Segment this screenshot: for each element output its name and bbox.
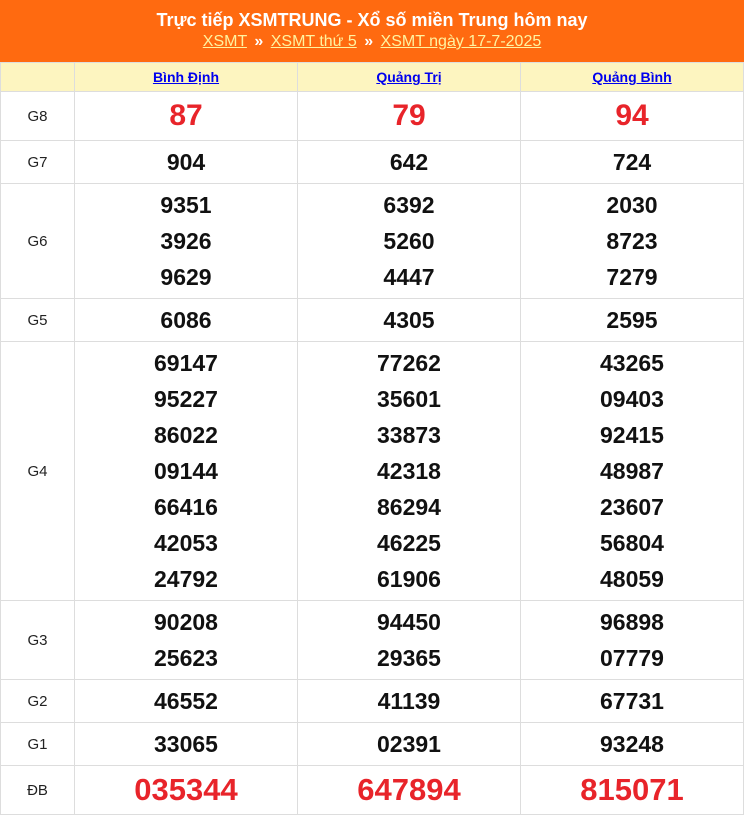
prize-cell xyxy=(521,141,744,184)
prize-cell xyxy=(298,299,521,342)
prize-number: 25623 xyxy=(154,645,218,671)
prize-cell xyxy=(298,680,521,723)
prize-number: 9629 xyxy=(160,264,212,290)
prize-number: 8723 xyxy=(606,228,658,254)
prize-cell xyxy=(521,601,744,680)
prize-number: 2595 xyxy=(606,307,658,333)
prize-cell xyxy=(521,766,744,815)
prize-number: 56804 xyxy=(600,530,664,556)
prize-row-g6 xyxy=(1,184,744,299)
prize-cell xyxy=(298,601,521,680)
province-header-row xyxy=(1,63,744,92)
prize-cell xyxy=(521,723,744,766)
prize-cell xyxy=(521,299,744,342)
prize-number: 94450 xyxy=(377,609,441,635)
prize-number: 4447 xyxy=(383,264,435,290)
prize-number: 48059 xyxy=(600,566,664,592)
prize-number: 642 xyxy=(389,149,429,175)
prize-number: 09403 xyxy=(600,386,664,412)
prize-label: G2 xyxy=(1,680,75,723)
prize-cell xyxy=(521,184,744,299)
prize-row-g3 xyxy=(1,601,744,680)
prize-number: 79 xyxy=(392,99,426,132)
prize-cell xyxy=(75,92,298,141)
prize-number: 24792 xyxy=(154,566,218,592)
province-link-quang-binh[interactable]: Quảng Bình xyxy=(592,69,672,85)
province-header-3 xyxy=(521,63,744,92)
breadcrumb-link-xsmt[interactable]: XSMT xyxy=(202,33,247,50)
prize-number: 92415 xyxy=(600,422,664,448)
prize-label: G1 xyxy=(1,723,75,766)
prize-cell xyxy=(75,766,298,815)
prize-number: 29365 xyxy=(377,645,441,671)
prize-number: 46225 xyxy=(377,530,441,556)
prize-number: 41139 xyxy=(377,688,441,714)
prize-number: 95227 xyxy=(154,386,218,412)
prize-body xyxy=(1,92,744,815)
prize-row-g4 xyxy=(1,342,744,601)
prize-label: G3 xyxy=(1,601,75,680)
prize-row-g8 xyxy=(1,92,744,141)
prize-cell xyxy=(298,184,521,299)
prize-row-đb xyxy=(1,766,744,815)
breadcrumb xyxy=(0,32,744,52)
prize-cell xyxy=(298,92,521,141)
province-header-2 xyxy=(298,63,521,92)
prize-cell xyxy=(521,92,744,141)
prize-number: 35601 xyxy=(377,386,441,412)
prize-number: 2030 xyxy=(606,192,658,218)
province-link-quang-tri[interactable]: Quảng Trị xyxy=(376,69,442,85)
prize-cell xyxy=(75,342,298,601)
prize-number: 3926 xyxy=(160,228,212,254)
page-title: Trực tiếp XSMTRUNG - Xổ số miền Trung hôm nay xyxy=(156,10,588,30)
prize-label: ĐB xyxy=(1,766,75,815)
prize-number: 07779 xyxy=(600,645,664,671)
prize-label: G6 xyxy=(1,184,75,299)
prize-cell xyxy=(75,141,298,184)
prize-number: 647894 xyxy=(357,772,461,807)
prize-number: 43265 xyxy=(600,350,664,376)
breadcrumb-separator: » xyxy=(254,33,264,50)
prize-number: 7279 xyxy=(606,264,658,290)
prize-number: 94 xyxy=(615,99,649,132)
prize-number: 09144 xyxy=(154,458,218,484)
results-table xyxy=(0,62,744,815)
prize-number: 02391 xyxy=(377,731,441,757)
prize-number: 93248 xyxy=(600,731,664,757)
prize-number: 5260 xyxy=(383,228,435,254)
prize-number: 42318 xyxy=(377,458,441,484)
breadcrumb-link-weekday[interactable]: XSMT thứ 5 xyxy=(270,33,357,50)
breadcrumb-link-date[interactable]: XSMT ngày 17-7-2025 xyxy=(380,33,542,50)
prize-row-g2 xyxy=(1,680,744,723)
prize-number: 96898 xyxy=(600,609,664,635)
prize-number: 035344 xyxy=(134,772,238,807)
prize-number: 69147 xyxy=(154,350,218,376)
prize-label: G5 xyxy=(1,299,75,342)
prize-cell xyxy=(75,601,298,680)
prize-number: 815071 xyxy=(580,772,684,807)
prize-number: 86294 xyxy=(377,494,441,520)
prize-number: 46552 xyxy=(154,688,218,714)
prize-row-g1 xyxy=(1,723,744,766)
prize-number: 9351 xyxy=(160,192,212,218)
prize-number: 67731 xyxy=(600,688,664,714)
prize-row-g5 xyxy=(1,299,744,342)
prize-number: 66416 xyxy=(154,494,218,520)
prize-row-g7 xyxy=(1,141,744,184)
prize-cell xyxy=(75,723,298,766)
prize-number: 6392 xyxy=(383,192,435,218)
corner-cell xyxy=(1,63,75,92)
prize-cell xyxy=(298,141,521,184)
prize-number: 87 xyxy=(169,99,203,132)
prize-cell xyxy=(521,680,744,723)
prize-cell xyxy=(298,766,521,815)
prize-number: 90208 xyxy=(154,609,218,635)
prize-number: 23607 xyxy=(600,494,664,520)
prize-cell xyxy=(75,184,298,299)
prize-number: 4305 xyxy=(383,307,435,333)
prize-label: G4 xyxy=(1,342,75,601)
prize-number: 77262 xyxy=(377,350,441,376)
province-header-1 xyxy=(75,63,298,92)
prize-number: 33873 xyxy=(377,422,441,448)
prize-number: 33065 xyxy=(154,731,218,757)
prize-number: 6086 xyxy=(160,307,212,333)
prize-number: 48987 xyxy=(600,458,664,484)
prize-cell xyxy=(298,723,521,766)
province-link-binh-dinh[interactable]: Bình Định xyxy=(152,69,220,85)
prize-cell xyxy=(75,680,298,723)
prize-cell xyxy=(75,299,298,342)
prize-number: 86022 xyxy=(154,422,218,448)
prize-number: 724 xyxy=(612,149,652,175)
prize-label: G7 xyxy=(1,141,75,184)
prize-number: 42053 xyxy=(154,530,218,556)
prize-number: 61906 xyxy=(377,566,441,592)
prize-label: G8 xyxy=(1,92,75,141)
prize-cell xyxy=(298,342,521,601)
page-header xyxy=(0,0,744,62)
prize-number: 904 xyxy=(166,149,206,175)
prize-cell xyxy=(521,342,744,601)
breadcrumb-separator: » xyxy=(364,33,374,50)
